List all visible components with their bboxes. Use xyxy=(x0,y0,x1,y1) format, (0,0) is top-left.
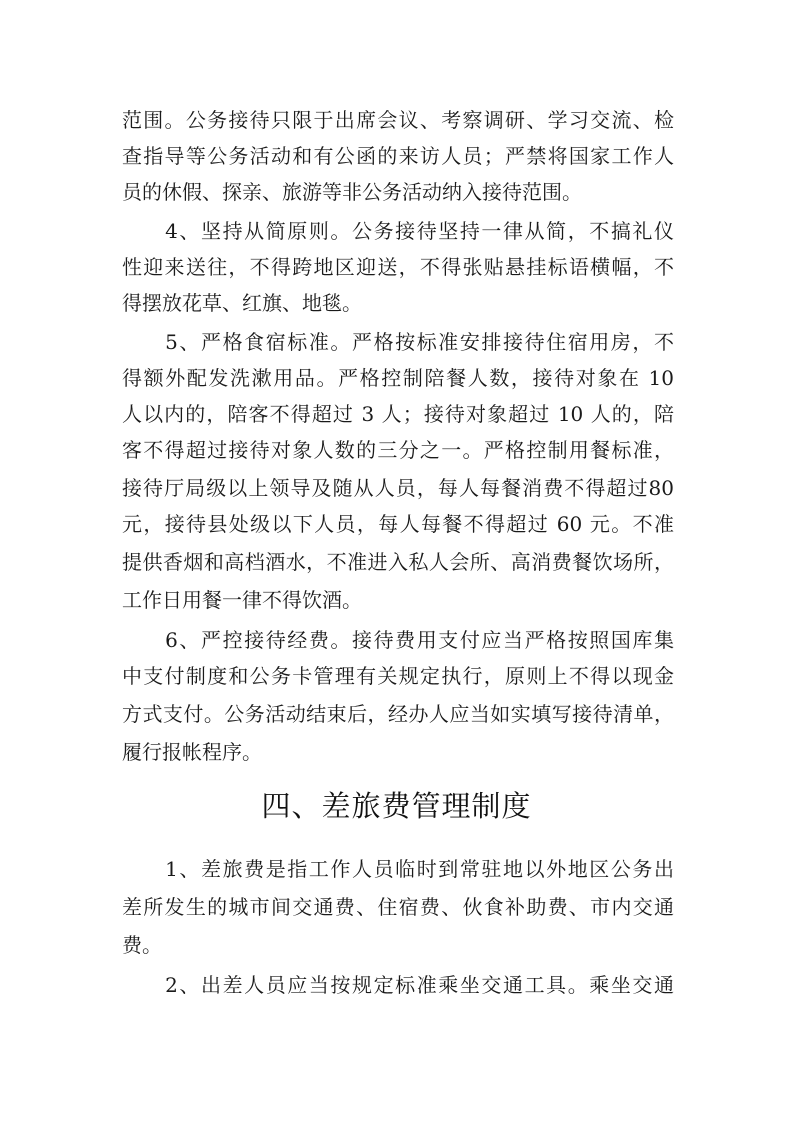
text-line: 员的休假、探亲、旅游等非公务活动纳入接待范围。 xyxy=(122,180,582,204)
text-line: 提供香烟和高档酒水，不准进入私人会所、高消费餐饮场所， xyxy=(122,550,674,574)
text-line: 差所发生的城市间交通费、住宿费、伙食补助费、市内交通 xyxy=(122,895,674,919)
text-line: 工作日用餐一律不得饮酒。 xyxy=(122,588,362,612)
text-line: 中支付制度和公务卡管理有关规定执行，原则上不得以现金 xyxy=(122,664,674,688)
text-line: 接待厅局级以上领导及随从人员，每人每餐消费不得超过80 xyxy=(122,476,674,500)
text-line: 2、出差人员应当按规定标准乘坐交通工具。乘坐交通 xyxy=(122,973,674,997)
text-line: 费。 xyxy=(122,933,162,957)
text-line: 客不得超过接待对象人数的三分之一。严格控制用餐标准， xyxy=(122,438,674,462)
text-line: 5、严格食宿标准。严格按标准安排接待住宿用房，不 xyxy=(122,330,674,354)
text-line: 4、坚持从简原则。公务接待坚持一律从简，不搞礼仪 xyxy=(122,219,674,243)
text-line: 人以内的，陪客不得超过 3 人；接待对象超过 10 人的，陪 xyxy=(122,402,674,426)
text-line: 方式支付。公务活动结束后，经办人应当如实填写接待清单， xyxy=(122,702,674,726)
text-line: 履行报帐程序。 xyxy=(122,740,262,764)
text-line: 性迎来送往，不得跨地区迎送，不得张贴悬挂标语横幅，不 xyxy=(122,255,674,279)
text-line: 6、严控接待经费。接待费用支付应当严格按照国库集 xyxy=(122,628,674,652)
text-line: 查指导等公务活动和有公函的来访人员；严禁将国家工作人 xyxy=(122,144,674,168)
text-line: 1、差旅费是指工作人员临时到常驻地以外地区公务出 xyxy=(122,857,674,881)
text-line: 范围。公务接待只限于出席会议、考察调研、学习交流、检 xyxy=(122,108,674,132)
text-line: 得额外配发洗漱用品。严格控制陪餐人数，接待对象在 10 xyxy=(122,366,674,390)
section-heading: 四、差旅费管理制度 xyxy=(261,789,532,823)
text-line: 得摆放花草、红旗、地毯。 xyxy=(122,291,362,315)
text-line: 元，接待县处级以下人员，每人每餐不得超过 60 元。不准 xyxy=(122,512,674,536)
